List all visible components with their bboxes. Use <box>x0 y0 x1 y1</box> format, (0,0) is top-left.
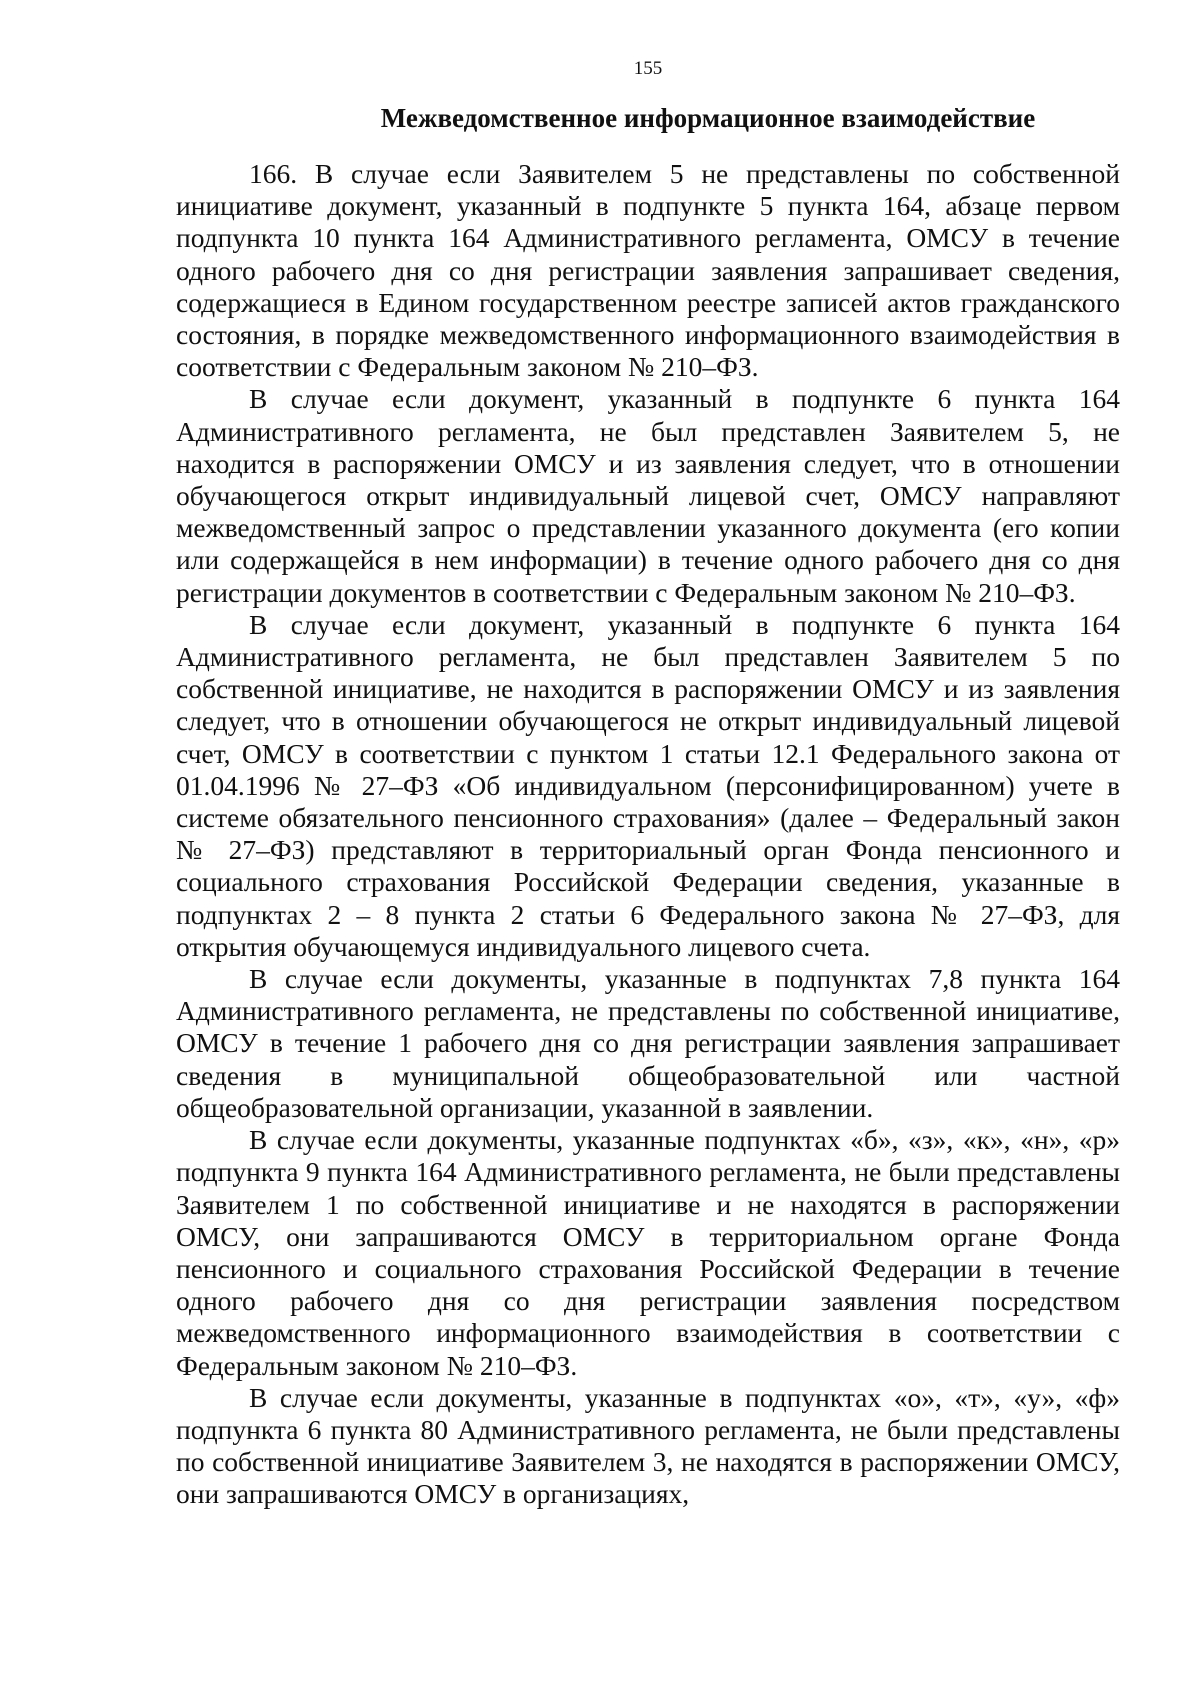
paragraph: В случае если документы, указанные в подпунктах «о», «т», «у», «ф» подпункта 6 пункта 80 Административного регламента, не были представлены по собственной инициативе Заявителем 3, не находятся в распоряжении ОМСУ, они запрашиваются ОМСУ в организациях, <box>176 1381 1120 1510</box>
paragraph-166: 166. В случае если Заявителем 5 не представлены по собственной инициативе документ, указанный в подпункте 5 пункта 164, абзаце первом подпункта 10 пункта 164 Административного регламента, ОМСУ в течение одного рабочего дня со дня регистрации заявления запрашивает сведения, содержащиеся в Едином государственном реестре записей актов гражданского состояния, в порядке межведомственного информационного взаимодействия в соответствии с Федеральным законом № 210–ФЗ. <box>176 158 1120 383</box>
paragraph: В случае если документы, указанные подпунктах «б», «з», «к», «н», «р» подпункта 9 пункта 164 Административного регламента, не были представлены Заявителем 1 по собственной инициативе и не находятся в распоряжении ОМСУ, они запрашиваются ОМСУ в территориальном органе Фонда пенсионного и социального страхования Российской Федерации в течение одного рабочего дня со дня регистрации заявления посредством межведомственного информационного взаимодействия в соответствии с Федеральным законом № 210–ФЗ. <box>176 1124 1120 1381</box>
document-body <box>176 158 1120 1511</box>
section-heading: Межведомственное информационное взаимодействие <box>380 103 1036 133</box>
paragraph: В случае если документ, указанный в подпункте 6 пункта 164 Административного регламента, не был представлен Заявителем 5, не находится в распоряжении ОМСУ и из заявления следует, что в отношении обучающегося открыт индивидуальный лицевой счет, ОМСУ направляют межведомственный запрос о представлении указанного документа (его копии или содержащейся в нем информации) в течение одного рабочего дня со дня регистрации документов в соответствии с Федеральным законом № 210–ФЗ. <box>176 383 1120 608</box>
paragraph: В случае если документы, указанные в подпунктах 7,8 пункта 164 Административного регламента, не представлены по собственной инициативе, ОМСУ в течение 1 рабочего дня со дня регистрации заявления запрашивает сведения в муниципальной общеобразовательной или частной общеобразовательной организации, указанной в заявлении. <box>176 963 1120 1123</box>
page-number: 155 <box>633 58 663 79</box>
paragraph: В случае если документ, указанный в подпункте 6 пункта 164 Административного регламента, не был представлен Заявителем 5 по собственной инициативе, не находится в распоряжении ОМСУ и из заявления следует, что в отношении обучающегося не открыт индивидуальный лицевой счет, ОМСУ в соответствии с пунктом 1 статьи 12.1 Федерального закона от 01.04.1996 № 27–ФЗ «Об индивидуальном (персонифицированном) учете в системе обязательного пенсионного страхования» (далее – Федеральный закон № 27–ФЗ) представляют в территориальный орган Фонда пенсионного и социального страхования Российской Федерации сведения, указанные в подпунктах 2 – 8 пункта 2 статьи 6 Федерального закона № 27–ФЗ, для открытия обучающемуся индивидуального лицевого счета. <box>176 608 1120 962</box>
